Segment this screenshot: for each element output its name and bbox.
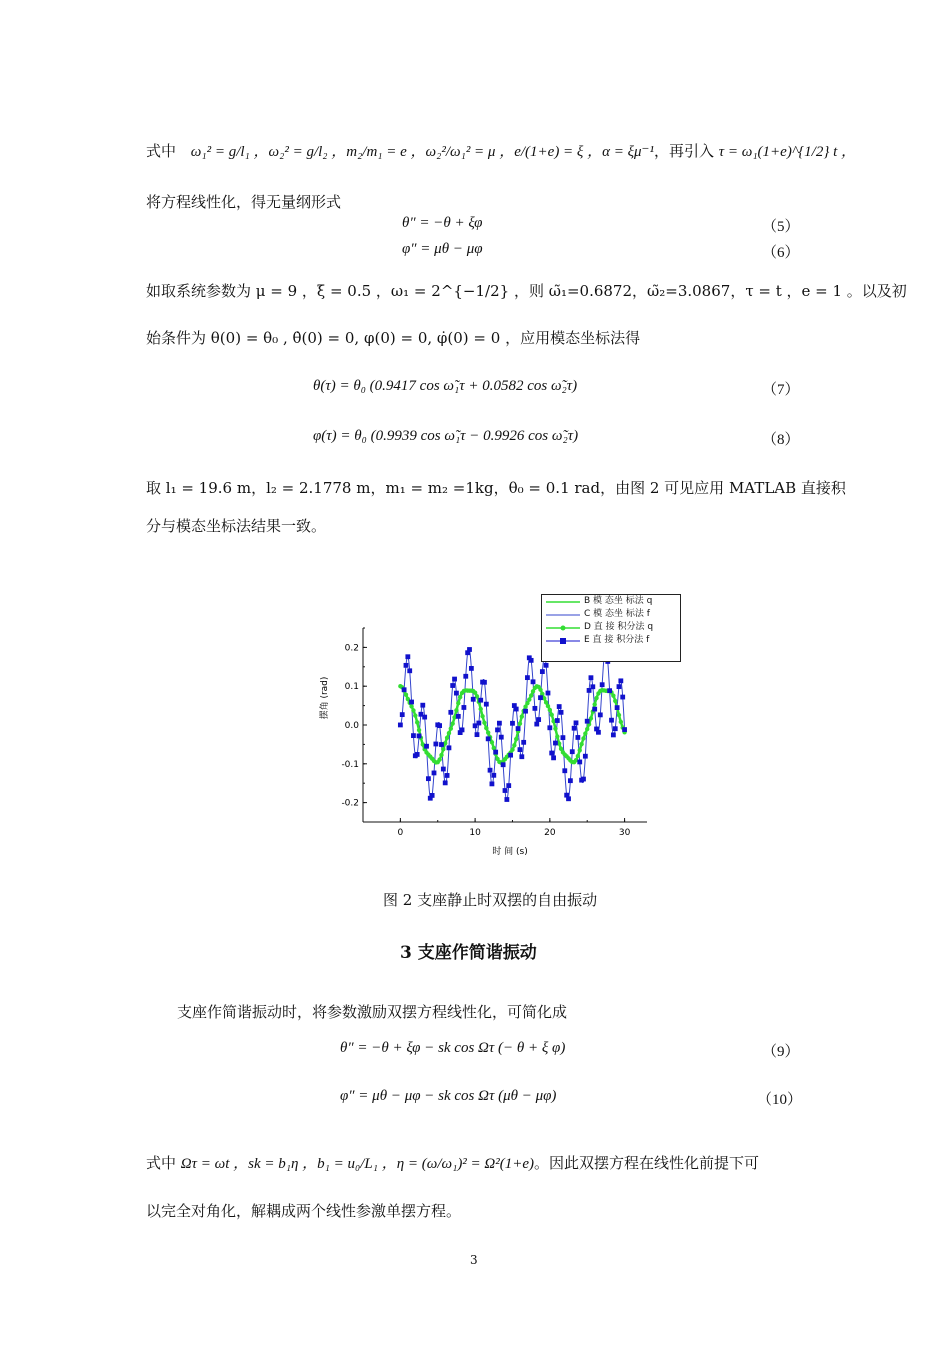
equation-7: θ(τ) = θ₀ (0.9417 cos ω̃₁τ + 0.0582 cos ω̃₂τ) [313, 378, 578, 394]
series-e-point [566, 796, 571, 801]
series-e-point [454, 691, 459, 696]
where-tail: 。因此双摆方程在线性化前提下可 [534, 1154, 760, 1172]
series-e-point [538, 695, 543, 700]
legend-item [542, 634, 680, 647]
series-e-point [589, 675, 594, 680]
series-e-point [448, 710, 453, 715]
series-e-point [460, 727, 465, 732]
series-d-point [592, 702, 596, 706]
section-heading: 3 支座作简谐振动 [400, 943, 537, 963]
series-e-point [607, 688, 612, 693]
series-e-point [476, 721, 481, 726]
series-e-point [518, 747, 523, 752]
series-d-point [576, 754, 580, 758]
legend-label-b: B 模 态坐 标法 q [584, 596, 653, 606]
series-e-point [450, 683, 455, 688]
series-d-point [514, 737, 518, 741]
text-line-2: 将方程线性化，得无量纲形式 [146, 193, 342, 211]
series-e-point [532, 706, 537, 711]
series-d-point [441, 747, 445, 751]
legend-item [542, 621, 680, 634]
series-d-point [480, 714, 484, 718]
legend-label-c: C 模 态坐 标法 f [584, 609, 650, 619]
series-e-point [609, 718, 614, 723]
where-prefix: 式中 [146, 1154, 177, 1172]
equation-6: φ″ = μθ − μφ [402, 241, 483, 257]
series-e-point [611, 733, 616, 738]
series-e-point [549, 751, 554, 756]
y-tick-label: 0.0 [344, 721, 359, 731]
series-e-point [508, 753, 513, 758]
series-e-point [598, 712, 603, 717]
series-d-point [454, 708, 458, 712]
series-d-point [619, 720, 623, 724]
series-e-point [461, 705, 466, 710]
series-e-point [590, 684, 595, 689]
figure-caption: 图 2 支座静止时双摆的自由振动 [383, 891, 598, 909]
series-e-point [486, 736, 491, 741]
series-e-point [484, 702, 489, 707]
legend-label-d: D 直 接 积分法 q [584, 622, 654, 632]
series-d-point [520, 714, 524, 718]
series-e-point [422, 715, 427, 720]
series-e-point [613, 726, 618, 731]
series-e-point [488, 768, 493, 773]
legend-item [542, 595, 680, 608]
series-d-point [510, 748, 514, 752]
series-d-point [411, 708, 415, 712]
series-d-point [415, 720, 419, 724]
series-d-point [417, 728, 421, 732]
line1-prefix: 式中 [146, 142, 177, 160]
series-d-point [409, 704, 413, 708]
x-tick-label: 0 [397, 828, 404, 838]
series-e-point [426, 776, 431, 781]
series-e-point [568, 778, 573, 783]
series-d-point [578, 748, 582, 752]
series-e-point [467, 647, 472, 652]
equation-8: φ(τ) = θ₀ (0.9939 cos ω̃₁τ − 0.9926 cos ω̃₂τ) [313, 428, 579, 444]
series-e-point [557, 704, 562, 709]
series-e-point [510, 721, 515, 726]
chart-plot-area [398, 646, 627, 802]
series-e-point [581, 777, 586, 782]
series-e-point [551, 755, 556, 760]
series-d-point [611, 693, 615, 697]
series-e-point [432, 771, 437, 776]
equation-8-number: （8） [762, 432, 800, 448]
series-e-point [441, 767, 446, 772]
series-e-point [475, 732, 480, 737]
series-e-point [447, 745, 452, 750]
series-d-point [594, 696, 598, 700]
series-d-point [518, 721, 522, 725]
series-e-point [534, 722, 539, 727]
series-e-point [506, 783, 511, 788]
series-d-point [482, 721, 486, 725]
series-d-point [546, 704, 550, 708]
series-d-point [583, 731, 587, 735]
series-e-point [523, 709, 528, 714]
series-e-point [503, 788, 508, 793]
equation-6-number: （6） [762, 245, 800, 261]
series-e-point [424, 744, 429, 749]
series-e-point [456, 714, 461, 719]
y-axis-label: 摆角 (rad) [320, 676, 330, 720]
series-e-point [583, 754, 588, 759]
series-d-point [538, 688, 542, 692]
series-e-point [430, 793, 435, 798]
series-e-point [618, 678, 623, 683]
series-e-point [409, 700, 414, 705]
series-e-point [531, 679, 536, 684]
series-e-point [493, 750, 498, 755]
series-e-point [570, 749, 575, 754]
series-e-point [555, 718, 560, 723]
series-e-point [596, 730, 601, 735]
series-d-point [529, 693, 533, 697]
series-d-point [447, 731, 451, 735]
series-e-point [561, 735, 566, 740]
series-d-point [479, 707, 483, 711]
series-e-point [407, 668, 412, 673]
y-tick-label: -0.1 [341, 759, 359, 770]
series-e-point [546, 691, 551, 696]
series-d-point [585, 727, 589, 731]
equation-10-number: （10） [757, 1092, 803, 1108]
series-d-point [439, 753, 443, 757]
series-e-point [469, 666, 474, 671]
page-number: 3 [470, 1253, 478, 1267]
series-e-point [577, 760, 582, 765]
legend-label-e: E 直 接 积分法 f [584, 635, 650, 645]
equation-10: φ″ = μθ − μφ − sk cos Ωτ (μθ − μφ) [340, 1088, 557, 1104]
series-e-point [398, 723, 403, 728]
equation-5-number: （5） [762, 219, 800, 235]
series-d-point [527, 697, 531, 701]
equation-9: θ″ = −θ + ξφ − sk cos Ωτ (− θ + ξ φ) [340, 1040, 566, 1056]
series-e-point [615, 705, 620, 710]
series-d-point [548, 708, 552, 712]
series-d-point [450, 721, 454, 725]
params-line: 如取系统参数为 μ = 9 ，ξ = 0.5 ，ω₁ = 2^{−1/2} ，则 ω̃₁=0.6872，ω̃₂=3.0867，τ = t ，e = 1 。以及初 [146, 282, 907, 300]
series-e-point [529, 658, 534, 663]
where-math: Ωτ = ωt ，sk = b₁η ，b₁ = u₀/L₁ ，η = (ω/ω₁)² = Ω²(1+e) [180, 1156, 535, 1172]
series-e-point [559, 710, 564, 715]
equation-9-number: （9） [762, 1044, 800, 1060]
series-e-point [490, 781, 495, 786]
series-e-point [553, 741, 558, 746]
series-e-point [491, 773, 496, 778]
parameters-take-line: 取 l₁ = 19.6 m，l₂ = 2.1778 m，m₁ = m₂ =1kg，θ₀ = 0.1 rad，由图 2 可见应用 MATLAB 直接积 [146, 479, 846, 497]
series-e-point [499, 735, 504, 740]
x-tick-label: 20 [544, 828, 556, 838]
equation-5: θ″ = −θ + ξφ [402, 215, 483, 231]
x-tick-label: 10 [469, 828, 481, 838]
series-d-point [484, 726, 488, 730]
series-e-point [415, 752, 420, 757]
series-e-point [544, 663, 549, 668]
last-line: 以完全对角化，解耦成两个线性参激单摆方程。 [146, 1202, 462, 1220]
series-e-point [547, 725, 552, 730]
series-e-point [562, 768, 567, 773]
equation-7-number: （7） [762, 382, 800, 398]
series-e-point [592, 707, 597, 712]
series-e-point [411, 733, 416, 738]
series-d-point [449, 726, 453, 730]
text-line-1 [146, 141, 856, 162]
series-d-point [581, 736, 585, 740]
line1-math: ω₁² = g/l₁ ，ω₂² = g/l₂ ，m₂/m₁ = e ，ω₂²/ω₁² = μ ，e/(1+e) = ξ ，α = ξμ⁻¹ [190, 144, 654, 160]
series-e-point [420, 703, 425, 708]
series-e-point [575, 735, 580, 740]
series-d-point [617, 713, 621, 717]
series-d-point [437, 757, 441, 761]
series-e-point [600, 682, 605, 687]
series-e-point [478, 698, 483, 703]
series-d-point [613, 699, 617, 703]
series-e-point [574, 720, 579, 725]
series-e-point [433, 742, 438, 747]
series-d-point [555, 734, 559, 738]
line1-mid: ，再引入 [653, 142, 714, 160]
series-d-point [492, 746, 496, 750]
series-d-point [445, 736, 449, 740]
series-d-point [413, 713, 417, 717]
section-paragraph: 支座作简谐振动时，将参数激励双摆方程线性化，可简化成 [177, 1003, 568, 1021]
y-tick-label: 0.2 [344, 643, 359, 654]
series-e-point [617, 684, 622, 689]
series-e-point [482, 680, 487, 685]
series-e-point [452, 677, 457, 682]
series-e-point [405, 654, 410, 659]
legend-swatch-c [546, 608, 582, 621]
series-e-point [497, 721, 502, 726]
series-e-point [402, 687, 407, 692]
series-e-point [540, 669, 545, 674]
series-e-point [572, 726, 577, 731]
series-e-point [536, 717, 541, 722]
legend-swatch-d [546, 621, 582, 634]
series-e-point [417, 734, 422, 739]
series-e-point [514, 707, 519, 712]
series-d-point [553, 726, 557, 730]
series-d-point [579, 742, 583, 746]
series-e-point [504, 797, 509, 802]
series-e-point [471, 697, 476, 702]
series-e-point [443, 780, 448, 785]
series-e-point [501, 762, 506, 767]
initial-conditions-line: 始条件为 θ(0) = θ₀ , θ̇(0) = 0, φ(0) = 0, φ̇(0) = 0 ，应用模态坐标法得 [146, 329, 641, 347]
series-e-point [622, 727, 627, 732]
legend-item [542, 608, 680, 621]
series-e-point [521, 740, 526, 745]
series-d-point [550, 713, 554, 717]
y-tick-label: 0.1 [344, 682, 359, 693]
series-d-point [404, 693, 408, 697]
series-e-point [437, 723, 442, 728]
series-e-point [404, 663, 409, 668]
x-axis-label: 时 间 (s) [492, 847, 528, 857]
legend-swatch-b [546, 595, 582, 608]
series-e-point [495, 727, 500, 732]
line1-tail: τ = ω₁(1+e)^{1/2} t ， [718, 144, 856, 160]
y-tick-label: -0.2 [341, 798, 359, 809]
series-d-point [456, 701, 460, 705]
legend-swatch-e [546, 634, 582, 647]
series-d-point [512, 743, 516, 747]
series-e-point [525, 675, 530, 680]
series-e-point [439, 742, 444, 747]
series-e-point [400, 712, 405, 717]
series-e-point [463, 674, 468, 679]
series-e-point [516, 726, 521, 731]
parameters-take-line-2: 分与模态坐标法结果一致。 [146, 517, 327, 535]
series-e-point [519, 754, 524, 759]
chart-legend [541, 594, 681, 662]
series-e-point [585, 719, 590, 724]
series-e-point [620, 695, 625, 700]
where-line [146, 1153, 759, 1174]
x-tick-label: 30 [618, 828, 631, 838]
series-d-point [486, 730, 490, 734]
series-e-point [445, 773, 450, 778]
series-d-point [458, 695, 462, 699]
